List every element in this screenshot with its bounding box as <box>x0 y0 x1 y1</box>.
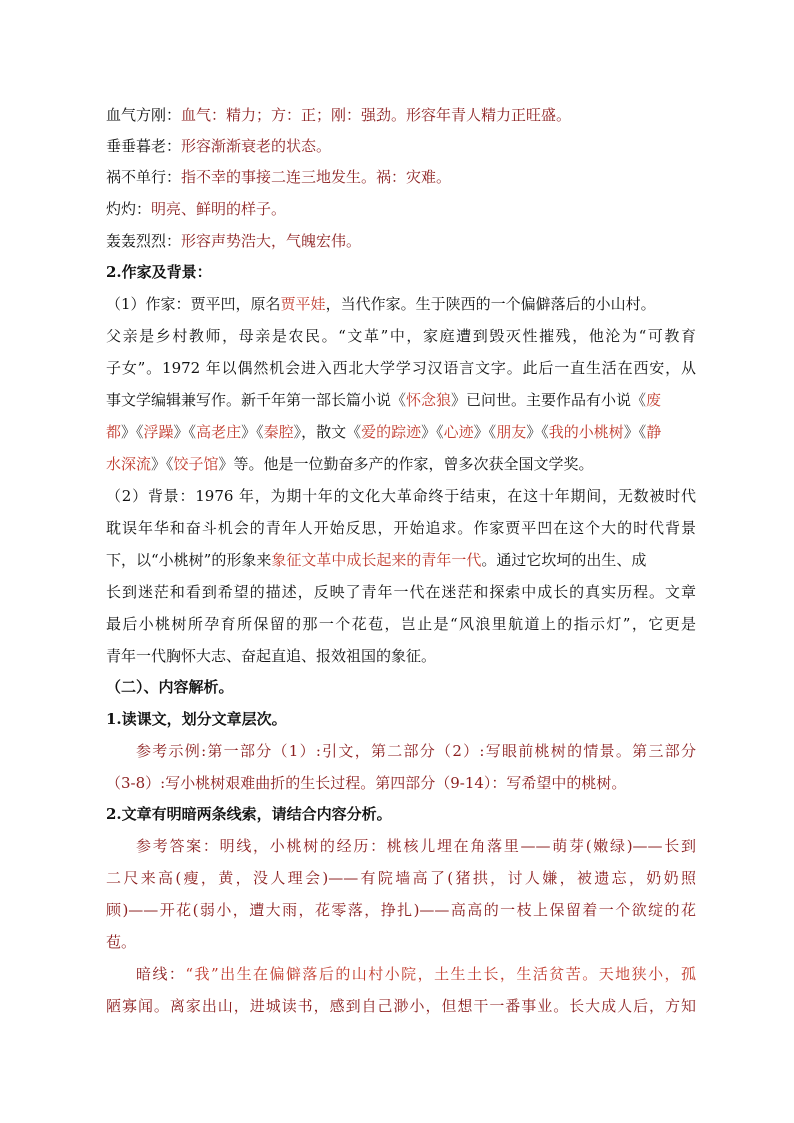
vocab-definition: 明亮、鲜明的样子。 <box>151 200 287 218</box>
author-line <box>106 294 696 314</box>
text-span: 》《 <box>121 423 144 441</box>
highlight-span: 水深流 <box>106 455 152 473</box>
vocab-line <box>106 105 696 125</box>
vocab-line <box>106 231 696 251</box>
highlight-span: 我的小桃树 <box>548 423 624 441</box>
background-line <box>106 550 696 570</box>
background-line: 耽误年华和奋斗机会的青年人开始反思，开始追求。作家贾平凹在这个大的时代背景 <box>106 519 696 537</box>
text-span: 。通过它坎坷的出生、成 <box>481 551 647 569</box>
answer-line <box>136 964 696 984</box>
answer-line: 陋寡闻。离家出山，进城读书，感到自己渺小，但想干一番事业。长大成人后，方知 <box>106 997 696 1015</box>
answer-line: 顾)——开花(弱小，遭大雨，花零落，挣扎)——高高的一枝上保留着一个欲绽的花 <box>106 901 696 919</box>
vocab-line <box>106 199 696 219</box>
text-span: 》《 <box>421 423 444 441</box>
text-span: 》《 <box>241 423 264 441</box>
answer-line: （3-8）:写小桃树艰难曲折的生长过程。第四部分（9-14）：写希望中的桃树。 <box>106 774 627 792</box>
text-span: 》《 <box>473 423 497 441</box>
vocab-term: 垂垂暮老： <box>106 137 182 155</box>
question-title: 1.读课文，划分文章层次。 <box>106 710 287 728</box>
background-line: 青年一代胸怀大志、奋起直追、报效祖国的象征。 <box>106 647 437 665</box>
text-span: 》已问世。主要作品有小说《 <box>451 391 647 409</box>
author-line: 父亲是乡村教师，母亲是农民。“文革”中，家庭遭到毁灭性摧残，他沦为“可教育 <box>106 327 696 345</box>
vocab-term: 祸不单行： <box>106 168 182 186</box>
highlight-span: 饺子馆 <box>173 455 219 473</box>
background-line: 长到迷茫和看到希望的描述，反映了青年一代在迷茫和探索中成长的真实历程。文章 <box>106 583 696 601</box>
question-title: 2.文章有明暗两条线索，请结合内容分析。 <box>106 805 392 823</box>
vocab-line <box>106 167 696 187</box>
vocab-term: 轰轰烈烈： <box>106 232 182 250</box>
vocab-definition: 形容声势浩大，气魄宏伟。 <box>181 232 362 250</box>
answer-line: 参考答案：明线，小桃树的经历：桃核儿埋在角落里——萌芽(嫩绿)——长到 <box>136 837 696 855</box>
part-heading-content-analysis: （二）、内容解析。 <box>106 678 234 696</box>
author-line <box>106 390 696 410</box>
highlight-span: 高老庄 <box>196 423 242 441</box>
author-line <box>106 422 696 442</box>
vocab-line <box>106 136 696 156</box>
highlight-span: 贾平娃 <box>280 295 326 313</box>
vocab-term: 灼灼： <box>106 200 152 218</box>
author-line: 子女”。1972 年以偶然机会进入西北大学学习汉语言文字。此后一直生活在西安，从 <box>106 359 696 377</box>
text-span: 暗线： <box>136 965 186 983</box>
text-span: 》《 <box>526 423 549 441</box>
highlight-span: 浮躁 <box>143 423 174 441</box>
answer-line: 苞。 <box>106 933 137 951</box>
text-span: 》等。他是一位勤奋多产的作家，曾多次获全国文学奖。 <box>218 455 594 473</box>
answer-line: 二尺来高(瘦，黄，没人理会)——有院墙高了(猪拱，讨人嫌，被遗忘，奶奶照 <box>106 869 696 887</box>
section-heading-author: 2.作家及背景： <box>106 263 212 281</box>
vocab-definition: 形容渐渐衰老的状态。 <box>181 137 332 155</box>
highlight-span: 爱的踪迹 <box>361 423 422 441</box>
vocab-definition: 血气：精力；方：正；刚：强劲。形容年青人精力正旺盛。 <box>181 106 572 124</box>
vocab-definition: 指不幸的事接二连三地发生。祸：灾难。 <box>181 168 452 186</box>
highlight-span: 朋友 <box>496 423 527 441</box>
highlight-span: 怀念狼 <box>406 391 452 409</box>
highlight-span: 都 <box>106 423 122 441</box>
highlight-span: 心迹 <box>443 423 474 441</box>
text-span: 事文学编辑兼写作。新千年第一部长篇小说《 <box>106 391 407 409</box>
text-span: 》《 <box>623 423 647 441</box>
text-span: 》《 <box>151 455 174 473</box>
highlight-span: 静 <box>646 423 662 441</box>
author-line <box>106 454 696 474</box>
text-span: 下，以“小桃树”的形象来 <box>106 551 272 569</box>
vocab-term: 血气方刚： <box>106 106 182 124</box>
answer-line: 参考示例:第一部分（1）:引文，第二部分（2）:写眼前桃树的情景。第三部分 <box>136 742 696 760</box>
text-span: （1）作家：贾平凹，原名 <box>106 295 281 313</box>
highlight-span: 象征文革中成长起来的青年一代 <box>271 551 482 569</box>
background-line: （2）背景：1976 年，为期十年的文化大革命终于结束，在这十年期间，无数被时代 <box>106 487 696 505</box>
text-span: 》，散文《 <box>293 423 362 441</box>
highlight-span: 秦腔 <box>263 423 294 441</box>
highlight-span: “我”出生在偏僻落后的山村小院，土生土长，生活贫苦。天地狭小，孤 <box>185 965 696 983</box>
background-line: 最后小桃树所孕育所保留的那一个花苞，岂止是“风浪里航道上的指示灯”，它更是 <box>106 615 696 633</box>
highlight-span: 废 <box>646 391 662 409</box>
text-span: ，当代作家。生于陕西的一个偏僻落后的小山村。 <box>325 295 656 313</box>
text-span: 》《 <box>173 423 197 441</box>
